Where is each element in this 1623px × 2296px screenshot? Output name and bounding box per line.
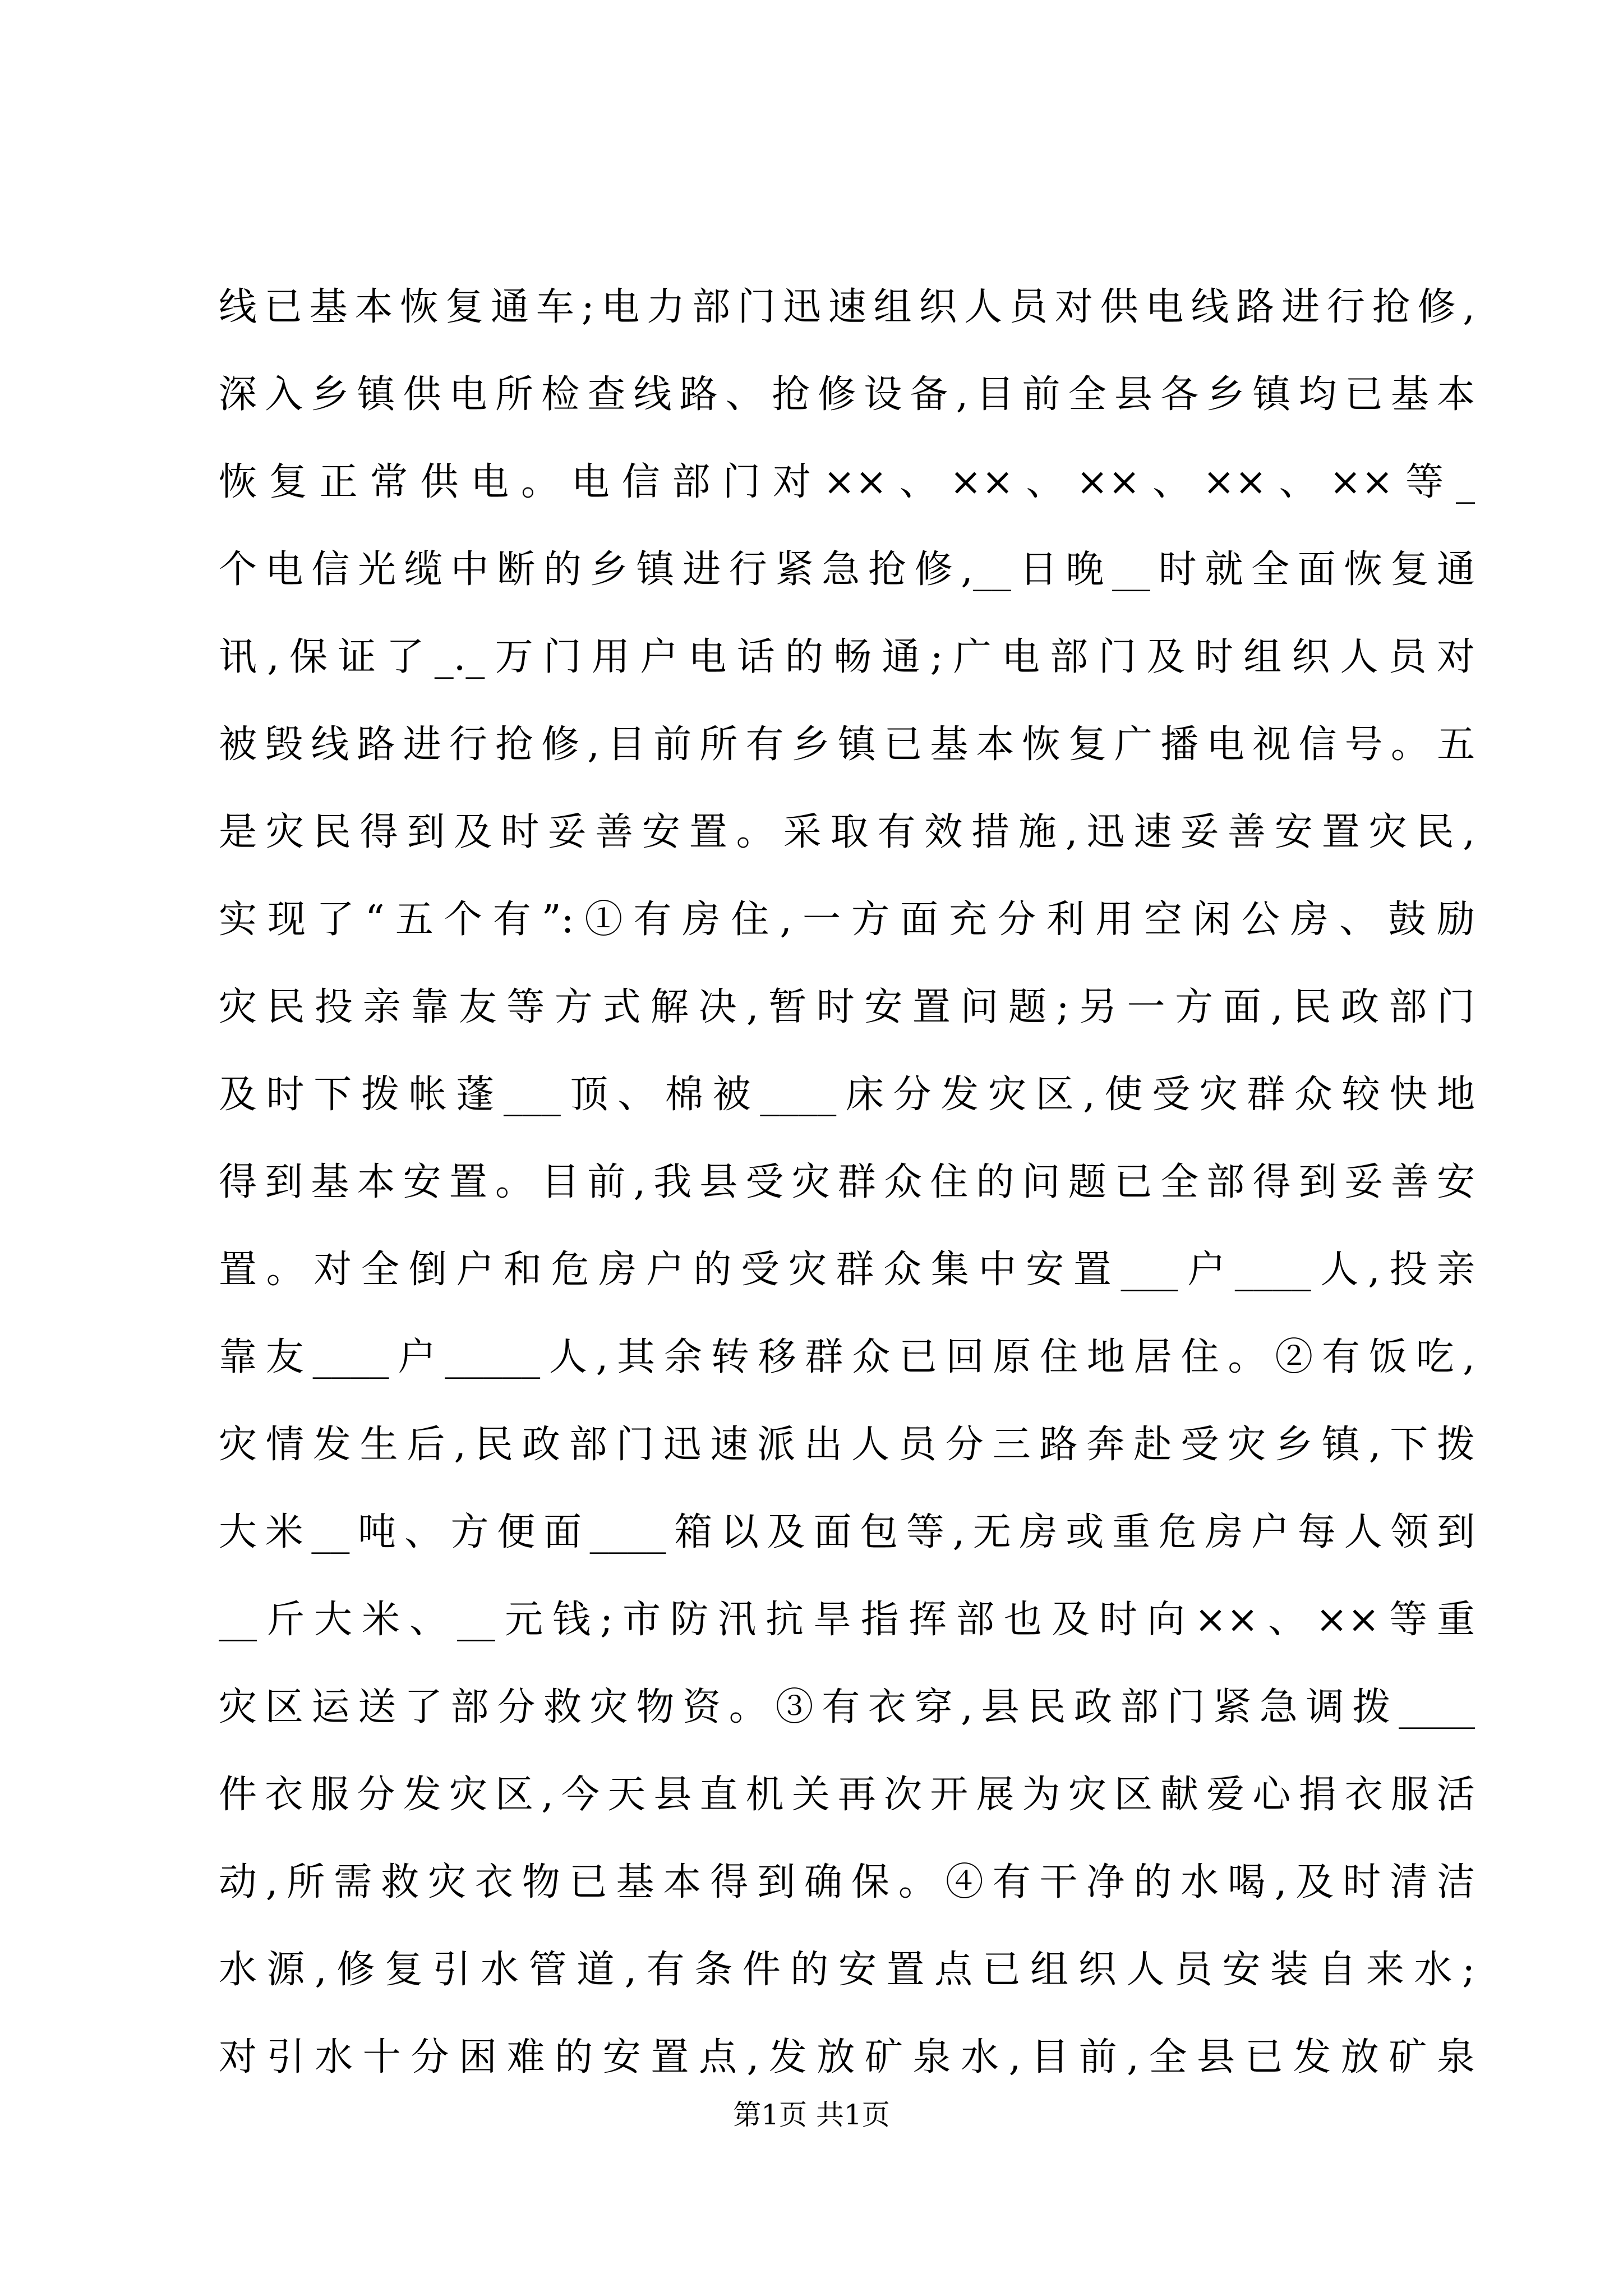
- text-line: 动,所需救灾衣物已基本得到确保。④有干净的水喝,及时清洁: [219, 1860, 1475, 1904]
- text-line: 件衣服分发灾区,今天县直机关再次开展为灾区献爱心捐衣服活: [219, 1773, 1475, 1817]
- text-line: 及时下拨帐蓬___顶、棉被____床分发灾区,使受灾群众较快地: [219, 1073, 1475, 1117]
- text-line: 深入乡镇供电所检查线路、抢修设备,目前全县各乡镇均已基本: [219, 372, 1475, 417]
- text-line: __斤大米、__元钱;市防汛抗旱指挥部也及时向××、××等重: [219, 1598, 1475, 1642]
- text-line: 灾民投亲靠友等方式解决,暂时安置问题;另一方面,民政部门: [219, 985, 1475, 1029]
- text-line: 灾情发生后,民政部门迅速派出人员分三路奔赴受灾乡镇,下拨: [219, 1423, 1475, 1467]
- page-number-footer: 第1页 共1页: [733, 2099, 890, 2131]
- text-line: 是灾民得到及时妥善安置。采取有效措施,迅速妥善安置灾民,: [219, 810, 1475, 854]
- text-line: 灾区运送了部分救灾物资。③有衣穿,县民政部门紧急调拨____: [219, 1685, 1475, 1729]
- text-line: 靠友____户_____人,其余转移群众已回原住地居住。②有饭吃,: [219, 1335, 1475, 1379]
- text-line: 实现了“五个有”:①有房住,一方面充分利用空闲公房、鼓励: [219, 898, 1475, 942]
- text-line: 置。对全倒户和危房户的受灾群众集中安置___户____人,投亲: [219, 1248, 1475, 1292]
- text-line: 讯,保证了_._万门用户电话的畅通;广电部门及时组织人员对: [219, 635, 1475, 679]
- text-line: 恢复正常供电。电信部门对××、××、××、××、××等_: [219, 460, 1475, 504]
- text-line: 大米__吨、方便面____箱以及面包等,无房或重危房户每人领到: [219, 1510, 1475, 1554]
- text-line: 对引水十分困难的安置点,发放矿泉水,目前,全县已发放矿泉: [219, 2035, 1475, 2079]
- text-line: 线已基本恢复通车;电力部门迅速组织人员对供电线路进行抢修,: [219, 285, 1475, 329]
- body-text: [219, 264, 1475, 2101]
- text-line: 得到基本安置。目前,我县受灾群众住的问题已全部得到妥善安: [219, 1160, 1475, 1204]
- text-line: 水源,修复引水管道,有条件的安置点已组织人员安装自来水;: [219, 1948, 1475, 1992]
- text-line: 个电信光缆中断的乡镇进行紧急抢修,__日晚__时就全面恢复通: [219, 547, 1475, 592]
- text-line: 被毁线路进行抢修,目前所有乡镇已基本恢复广播电视信号。五: [219, 723, 1475, 767]
